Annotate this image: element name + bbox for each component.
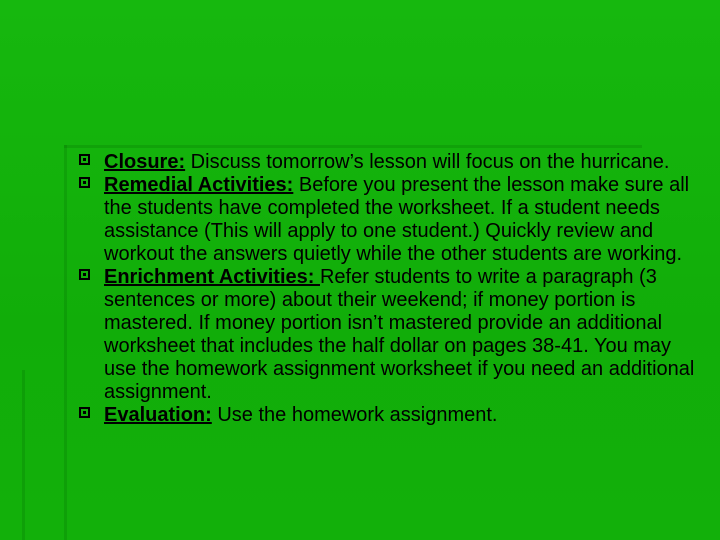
slide-decoration-line-top [64, 145, 642, 148]
square-bullet-icon [79, 269, 90, 280]
slide-decoration-line-left [64, 145, 67, 540]
bullet-text: Use the homework assignment. [211, 404, 498, 426]
square-bullet-icon [79, 177, 90, 188]
bullet-term: Remedial Activities: [104, 174, 294, 196]
bullet-text: Refer students to write a paragraph (3 sentences or more) about their weekend; if money portion is mastered. If money portion isn’t mastered provide an additional worksheet that includes the half dollar on pages 38-41. You may use the homework assignment worksheet if you need an additional assignment. [104, 266, 695, 403]
bullet-term: Evaluation: [104, 404, 212, 426]
slide-decoration-line-inner [22, 370, 25, 540]
square-bullet-icon [79, 407, 90, 418]
bullet-evaluation [76, 404, 700, 427]
square-bullet-icon [79, 154, 90, 165]
bullet-term: Enrichment Activities: [104, 266, 320, 288]
bullet-text: Before you present the lesson make sure all the students have completed the worksheet. If a student needs assistance (This will apply to one student.) Quickly review and workout the answers quietly while the other students are working. [104, 174, 690, 265]
bullet-term: Closure: [104, 151, 186, 173]
bullet-text: Discuss tomorrow’s lesson will focus on the hurricane. [185, 151, 670, 173]
bullet-remedial-activities [76, 174, 700, 266]
bullet-closure [76, 151, 700, 174]
bullet-list [76, 151, 700, 427]
bullet-enrichment-activities [76, 266, 700, 404]
